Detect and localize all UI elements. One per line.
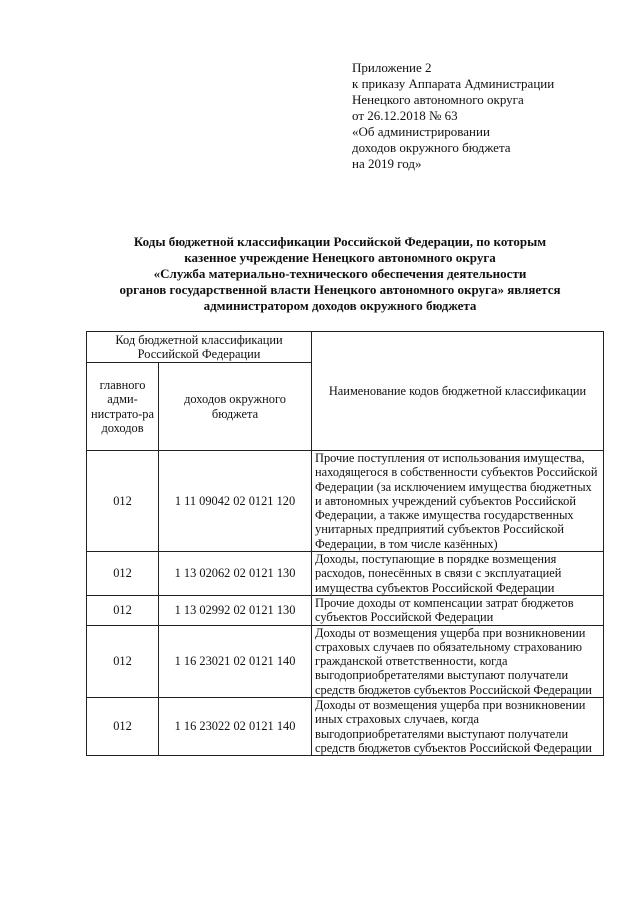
admin-code-cell: 012 [87, 595, 159, 625]
table-row [87, 451, 604, 552]
table-header-row [87, 332, 604, 363]
header-admin: главного адми-нистрато-ра доходов [87, 363, 159, 451]
appendix-line: к приказу Аппарата Администрации [352, 76, 555, 91]
title-line: администратором доходов окружного бюджета [203, 298, 477, 313]
budget-codes-table [86, 331, 604, 756]
code-name-cell: Прочие доходы от компенсации затрат бюджетов субъектов Российской Федерации [312, 595, 604, 625]
revenue-code-cell: 1 11 09042 02 0121 120 [159, 451, 312, 552]
code-name-cell: Доходы, поступающие в порядке возмещения расходов, понесённых в связи с эксплуатацией имущества субъектов Российской Федерации [312, 552, 604, 596]
header-code-group: Код бюджетной классификации Российской Федерации [87, 332, 312, 363]
title-line: казенное учреждение Ненецкого автономного округа [184, 250, 496, 265]
admin-code-cell: 012 [87, 552, 159, 596]
title-line: «Служба материально-технического обеспечения деятельности [153, 266, 527, 281]
appendix-line: от 26.12.2018 № 63 [352, 108, 458, 123]
appendix-line: на 2019 год» [352, 156, 422, 171]
appendix-line: доходов окружного бюджета [352, 140, 511, 155]
table-row [87, 595, 604, 625]
header-revenue: доходов окружного бюджета [159, 363, 312, 451]
table-row [87, 625, 604, 697]
appendix-line: Приложение 2 [352, 60, 432, 75]
appendix-line: Ненецкого автономного округа [352, 92, 524, 107]
admin-code-cell: 012 [87, 451, 159, 552]
appendix-block [352, 60, 612, 172]
code-name-cell: Прочие поступления от использования имущества, находящегося в собственности субъектов Российской Федерации (за исключением имущества бюджетных и автономных учреждений субъектов Российской Федерации, а также имущества государственных унитарных предприятий субъектов Российской Федерации, в том числе казённых) [312, 451, 604, 552]
code-name-cell: Доходы от возмещения ущерба при возникновении страховых случаев по обязательному страхованию гражданской ответственности, когда выгодоприобретателями выступают получатели средств бюджетов субъектов Российской Федерации [312, 625, 604, 697]
appendix-line: «Об администрировании [352, 124, 490, 139]
revenue-code-cell: 1 13 02062 02 0121 130 [159, 552, 312, 596]
revenue-code-cell: 1 13 02992 02 0121 130 [159, 595, 312, 625]
title-line: органов государственной власти Ненецкого автономного округа» является [119, 282, 561, 297]
table-row [87, 552, 604, 596]
admin-code-cell: 012 [87, 625, 159, 697]
code-name-cell: Доходы от возмещения ущерба при возникновении иных страховых случаев, когда выгодоприобретателями выступают получатели средств бюджетов субъектов Российской Федерации [312, 698, 604, 756]
header-name: Наименование кодов бюджетной классификации [312, 332, 604, 451]
title-line: Коды бюджетной классификации Российской Федерации, по которым [133, 234, 547, 249]
admin-code-cell: 012 [87, 698, 159, 756]
document-title [60, 234, 620, 314]
table-row [87, 698, 604, 756]
revenue-code-cell: 1 16 23022 02 0121 140 [159, 698, 312, 756]
revenue-code-cell: 1 16 23021 02 0121 140 [159, 625, 312, 697]
